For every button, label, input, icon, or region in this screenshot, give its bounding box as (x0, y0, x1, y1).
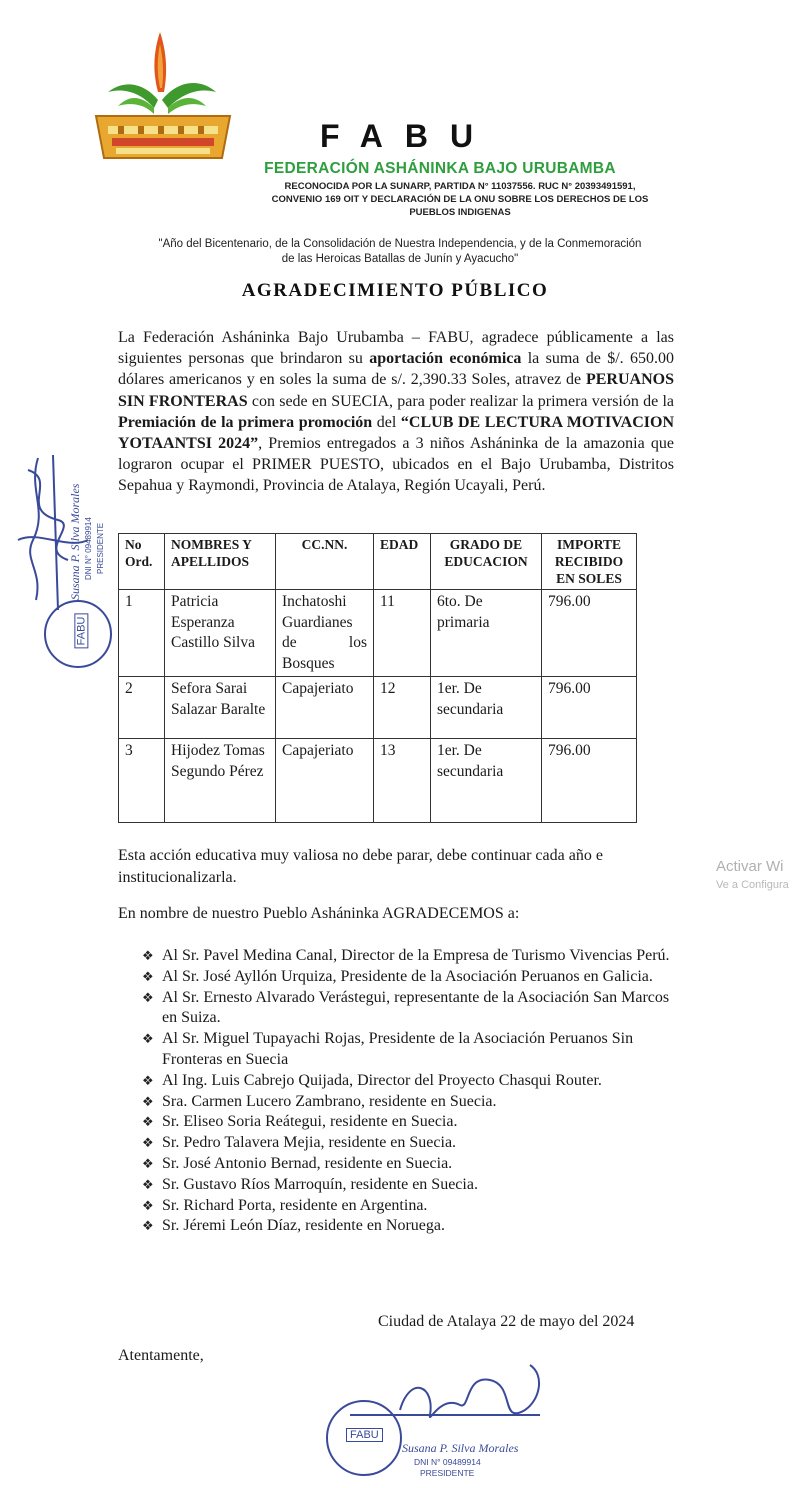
cell-amount: 796.00 (542, 590, 637, 677)
list-item (140, 946, 675, 967)
cell-grade: 1er. De secundaria (431, 739, 542, 823)
recognition-text (250, 180, 670, 219)
recognition-line: RECONOCIDA POR LA SUNARP, PARTIDA N° 11037556. RUC N° 20393491591, (284, 181, 636, 192)
cell-community: Capajeriato (276, 739, 374, 823)
seal-circle-icon (44, 600, 112, 668)
intro-bold: Premiación de la primera promoción (118, 413, 373, 431)
cell-amount: 796.00 (542, 677, 637, 739)
list-item-text: Al Ing. Luis Cabrejo Quijada, Director del Proyecto Chasqui Router. (162, 1071, 602, 1089)
diamond-bullet-icon: ❖ (142, 1176, 154, 1192)
col-header-age: EDAD (374, 534, 431, 590)
intro-bold: PERUANOS SIN FRONTERAS (118, 371, 674, 410)
org-full-name: FEDERACIÓN ASHÁNINKA BAJO URUBAMBA (264, 160, 616, 177)
cell-age: 12 (374, 677, 431, 739)
cell-no: 3 (119, 739, 165, 823)
cell-grade: 6to. De primaria (431, 590, 542, 677)
diamond-bullet-icon: ❖ (142, 1155, 154, 1171)
diamond-bullet-icon: ❖ (142, 1135, 154, 1151)
list-item (140, 1175, 675, 1196)
list-item-text: Sr. Richard Porta, residente en Argentina. (162, 1196, 428, 1214)
stamp-role: PRESIDENTE (96, 522, 105, 574)
list-item-text: Sr. Gustavo Ríos Marroquín, residente en Suecia. (162, 1175, 478, 1193)
cell-age: 11 (374, 590, 431, 677)
list-item-text: Al Sr. Miguel Tupayachi Rojas, Presidente de la Asociación Peruanos Sin Fronteras en Suecia (162, 1030, 634, 1068)
diamond-bullet-icon: ❖ (142, 948, 154, 963)
year-motto (110, 237, 690, 267)
intro-bold: aportación económica (369, 350, 522, 368)
thanks-intro: En nombre de nuestro Pueblo Asháninka AGRADECEMOS a: (118, 905, 520, 922)
col-header-names: NOMBRES Y APELLIDOS (165, 534, 276, 590)
motto-line: "Año del Bicentenario, de la Consolidación de Nuestra Independencia, y de la Conmemoración (158, 238, 642, 250)
col-header-community: CC.NN. (276, 534, 374, 590)
date-line: Ciudad de Atalaya 22 de mayo del 2024 (378, 1313, 635, 1330)
cell-no: 1 (119, 590, 165, 677)
table-row (119, 739, 637, 823)
diamond-bullet-icon: ❖ (142, 1031, 154, 1047)
list-item (140, 1216, 675, 1237)
stamp-signer-name: Susana P. Silva Morales (402, 1441, 519, 1455)
recognition-line: PUEBLOS INDIGENAS (409, 207, 511, 218)
cell-name: Hijodez Tomas Segundo Pérez (165, 739, 276, 823)
bottom-stamp (320, 1355, 560, 1483)
list-item (140, 988, 675, 1030)
org-short-name: FABU (320, 118, 496, 154)
list-item (140, 1196, 675, 1217)
diamond-bullet-icon: ❖ (142, 968, 154, 984)
list-item (140, 1133, 675, 1154)
cell-name: Patricia Esperanza Castillo Silva (165, 590, 276, 677)
list-item-text: Sr. Eliseo Soria Reátegui, residente en Suecia. (162, 1113, 458, 1131)
stamp-dni: DNI N° 09489914 (84, 517, 93, 580)
cell-community: Capajeriato (276, 677, 374, 739)
list-item-text: Sr. Pedro Talavera Mejia, residente en Suecia. (162, 1134, 457, 1152)
sign-off: Atentamente, (118, 1347, 204, 1364)
list-item-text: Sr. José Antonio Bernad, residente en Suecia. (162, 1154, 453, 1172)
intro-paragraph (118, 327, 674, 497)
list-item-text: Al Sr. Pavel Medina Canal, Director de la Empresa de Turismo Vivencias Perú. (162, 947, 670, 964)
cell-age: 13 (374, 739, 431, 823)
intro-text: con sede en SUECIA, para poder realizar la primera versión de la (247, 392, 675, 410)
col-header-amount: IMPORTE RECIBIDO EN SOLES (542, 534, 637, 590)
winners-table (118, 533, 637, 823)
list-item (140, 1029, 675, 1071)
diamond-bullet-icon: ❖ (142, 1218, 154, 1234)
seal-text: FABU (346, 1428, 383, 1442)
list-item (140, 1071, 675, 1092)
col-header-grade: GRADO DE EDUCACION (431, 534, 542, 590)
cell-name: Sefora Sarai Salazar Baralte (165, 677, 276, 739)
stamp-dni: DNI N° 09489914 (414, 1457, 481, 1467)
list-item (140, 967, 675, 988)
diamond-bullet-icon: ❖ (142, 1114, 154, 1130)
intro-text: , Premios entregados a 3 niños Asháninka de la amazonia que lograron ocupar el PRIMER PUESTO, ubicados en el Bajo Urubamba, Distritos Sepahua y Raymondi, Provincia de Atalaya, Región Ucayali, Perú. (118, 435, 674, 495)
stamp-role: PRESIDENTE (420, 1468, 475, 1478)
intro-text: La Federación Asháninka Bajo Urubamba – FABU, agradece públicamente a las siguientes personas que brindaron su (118, 329, 674, 368)
diamond-bullet-icon: ❖ (142, 989, 154, 1005)
seal-circle-icon (326, 1400, 402, 1476)
diamond-bullet-icon: ❖ (142, 1197, 154, 1213)
document-title: AGRADECIMIENTO PÚBLICO (241, 280, 549, 301)
table-row (119, 590, 637, 677)
list-item (140, 1154, 675, 1175)
col-header-no: No Ord. (119, 534, 165, 590)
list-item-text: Al Sr. José Ayllón Urquiza, Presidente de la Asociación Peruanos en Galicia. (162, 967, 653, 985)
motto-line: de las Heroicas Batallas de Junín y Ayacucho" (281, 253, 519, 265)
activation-watermark: Activar Wi (716, 858, 784, 875)
list-item (140, 1112, 675, 1133)
list-item-text: Sra. Carmen Lucero Zambrano, residente en Suecia. (162, 1092, 497, 1110)
activation-watermark-sub: Ve a Configura (716, 879, 789, 891)
intro-text: la suma de $/. 650.00 dólares americanos y en soles la suma de s/. 2,390.33 Soles, atravez de (118, 350, 674, 389)
table-header-row (119, 534, 637, 590)
seal-text: FABU (74, 614, 88, 649)
list-item (140, 1092, 675, 1113)
margin-stamp (8, 450, 118, 670)
list-item-text: Sr. Jéremi León Díaz, residente en Noruega. (162, 1217, 446, 1235)
diamond-bullet-icon: ❖ (142, 1072, 154, 1088)
cell-no: 2 (119, 677, 165, 739)
intro-text: del (372, 413, 401, 431)
recognition-line: CONVENIO 169 OIT Y DECLARACIÓN DE LA ONU SOBRE LOS DERECHOS DE LOS (271, 194, 649, 205)
stamp-signer-name: Susana P. Silva Morales (68, 483, 82, 600)
table-row (119, 677, 637, 739)
cell-grade: 1er. De secundaria (431, 677, 542, 739)
list-item-text: Al Sr. Ernesto Alvarado Verástegui, representante de la Asociación San Marcos en Suiza. (162, 988, 670, 1027)
closing-paragraph: Esta acción educativa muy valiosa no debe parar, debe continuar cada año e institucionalizarla. (118, 847, 603, 886)
cell-amount: 796.00 (542, 739, 637, 823)
diamond-bullet-icon: ❖ (142, 1093, 154, 1109)
intro-bold: “CLUB DE LECTURA MOTIVACION YOTAANTSI 2024” (118, 413, 675, 453)
cell-community: Inchatoshi Guardianes de los Bosques (276, 590, 374, 677)
fabu-logo (88, 30, 238, 170)
thanks-list (140, 946, 675, 1237)
